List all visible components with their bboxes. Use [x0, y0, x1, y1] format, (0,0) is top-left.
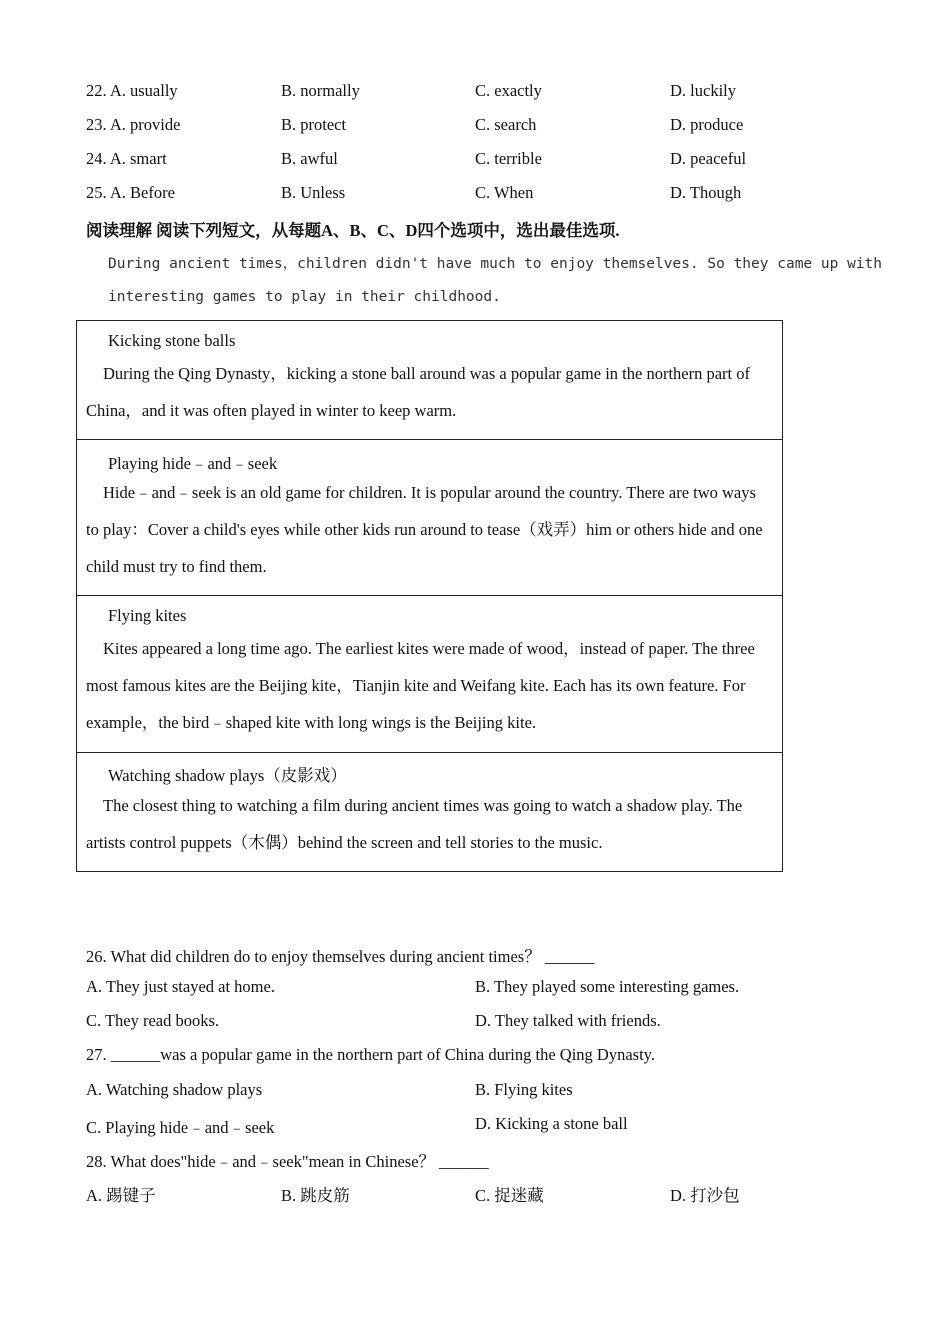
option-a: A. Watching shadow plays [86, 1080, 263, 1099]
option-b: B. Flying kites [475, 1080, 573, 1099]
passage-text: The closest thing to watching a film during ancient times was going to watch a shadow play. The artists control puppets（木偶）behind the screen and tell stories to the music. [86, 796, 743, 852]
question-26-stem: 26. What did children do to enjoy themselves during ancient times？ ______ [86, 947, 595, 966]
passage-text: Hide﹣and﹣seek is an old game for children. It is popular around the country. There are two ways to play：Cover a child's eyes while other kids run around to tease（戏弄）him or others hide and one child must try to find them. [86, 483, 763, 576]
option-b: B. 跳皮筋 [281, 1186, 350, 1205]
option-d: D. They talked with friends. [475, 1011, 661, 1030]
option-a: 23. A. provide [86, 115, 181, 134]
question-28-stem: 28. What does"hide﹣and﹣seek"mean in Chinese？ ______ [86, 1152, 489, 1171]
option-a: 24. A. smart [86, 149, 167, 168]
question-27-options-row1 [86, 1080, 866, 1104]
option-c: C. terrible [475, 149, 542, 168]
reading-section-heading: 阅读理解 阅读下列短文，从每题A、B、C、D四个选项中，选出最佳选项. [86, 221, 620, 240]
question-27-stem: 27. ______was a popular game in the northern part of China during the Qing Dynasty. [86, 1045, 655, 1064]
option-b: B. Unless [281, 183, 346, 202]
option-a: 22. A. usually [86, 81, 178, 100]
passage-box-kicking-stone-balls [76, 320, 783, 440]
option-d: D. luckily [670, 81, 736, 100]
option-c: C. They read books. [86, 1011, 220, 1030]
passage-box-hide-and-seek [76, 439, 783, 596]
option-b: B. protect [281, 115, 347, 134]
question-27-options-row2 [86, 1114, 866, 1138]
passage-title: Kicking stone balls [108, 331, 236, 350]
passage-title: Watching shadow plays（皮影戏） [108, 766, 347, 785]
option-c: C. When [475, 183, 534, 202]
passage-text: Kites appeared a long time ago. The earliest kites were made of wood，instead of paper. The three most famous kites are the Beijing kite，Tianjin kite and Weifang kite. Each has its own feature. For example，the bird﹣shaped kite with long wings is the Beijing kite. [86, 639, 755, 732]
question-26-options-row2 [86, 1011, 866, 1035]
passage-box-flying-kites [76, 595, 783, 753]
option-d: D. Though [670, 183, 742, 202]
option-d: D. peaceful [670, 149, 747, 168]
question-24-options [86, 149, 866, 173]
option-d: D. produce [670, 115, 744, 134]
passage-text: During the Qing Dynasty，kicking a stone ball around was a popular game in the northern part of China，and it was often played in winter to keep warm. [86, 364, 751, 420]
option-b: B. awful [281, 149, 338, 168]
question-22-options [86, 81, 866, 105]
option-c: C. exactly [475, 81, 542, 100]
option-c: C. search [475, 115, 537, 134]
option-b: B. normally [281, 81, 360, 100]
option-b: B. They played some interesting games. [475, 977, 740, 996]
passage-box-shadow-plays [76, 752, 783, 872]
question-23-options [86, 115, 866, 139]
option-d: D. Kicking a stone ball [475, 1114, 628, 1133]
option-a: A. They just stayed at home. [86, 977, 275, 996]
question-26-options-row1 [86, 977, 866, 1001]
option-c: C. 捉迷藏 [475, 1186, 544, 1205]
option-d: D. 打沙包 [670, 1186, 740, 1205]
question-25-options [86, 183, 866, 207]
intro-line-2: interesting games to play in their childhood. [108, 289, 501, 305]
option-a: 25. A. Before [86, 183, 175, 202]
option-c: C. Playing hide﹣and﹣seek [86, 1118, 275, 1137]
passage-title: Playing hide﹣and﹣seek [108, 454, 278, 473]
option-a: A. 踢键子 [86, 1186, 156, 1205]
intro-line-1: During ancient times，children didn't have much to enjoy themselves. So they came up with [108, 256, 882, 272]
question-28-options [86, 1182, 866, 1206]
passage-title: Flying kites [108, 606, 187, 625]
